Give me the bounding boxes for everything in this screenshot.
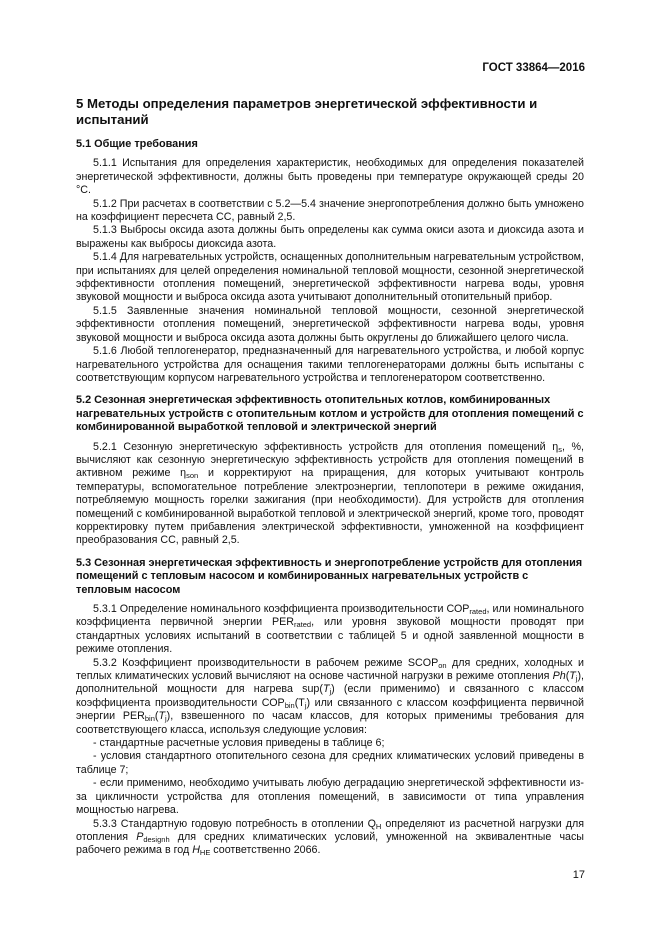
paragraph-5-1-6: 5.1.6 Любой теплогенератор, предназначенный для нагревательного устройства, и любой корпус нагревательного устройства для оснащения такими теплогенераторами должны быть испытаны с соответствующим корпусом нагревательного устройства и теплогенератором соответственно. [76, 345, 584, 384]
paragraph-5-1-4: 5.1.4 Для нагревательных устройств, оснащенных дополнительным нагревательным устройством, при испытаниях для целей определения номинальной тепловой мощности, сезонной энергетической эффективности отопления помещений, энергетической эффективности нагрева воды, уровня звуковой мощности и выброса оксида азота учитывают дополнительный отопительный прибор. [76, 251, 584, 304]
paragraph-5-3-3: 5.3.3 Стандартную годовую потребность в отоплении $Q_H$ определяют из расчетной нагрузки для отопления $P_{designh}$ для средних климатических условий, умноженной на эквивалентные часы рабочего режима в год $H_{HE}$ соответственно 2066. [76, 817, 584, 858]
paragraph-5-3-2: 5.3.2 Коэффициент производительности в рабочем режиме $SCOP_{on}$ для средних, холодных и теплых климатических условий вычисляют на основе частичной нагрузки в режиме отопления $Ph(T_j)$, дополнительной мощности для нагрева $sup(T_j)$ (если применимо) и связанного с классом коэффициента производительности $СОР_{bin}(T_j)$ или связанного с классом коэффициента первичной энергии $PER_{bin}(T_j)$, взвешенного по часам классов, для которых применимы требования для соответствующего класса, используя следующие условия: [76, 656, 585, 736]
subsection-5-3-title: 5.3 Сезонная энергетическая эффективность и энергопотребление устройств для отопления помещений с тепловым насосом и комбинированных нагревательных устройств с тепловым насосом [76, 556, 583, 596]
subsection-5-1-title: 5.1 Общие требования [76, 138, 198, 150]
section-title: 5 Методы определения параметров энергетической эффективности и испытаний [76, 96, 538, 127]
conditions-list [76, 737, 584, 817]
list-item: - условия стандартного отопительного сезона для средних климатических условий приведены в таблице 7; [76, 750, 584, 776]
paragraph-5-1-3: 5.1.3 Выбросы оксида азота должны быть определены как сумма окиси азота и диоксида азота и выражены как выбросы диоксида азота. [76, 224, 584, 250]
list-item: - если применимо, необходимо учитывать любую деградацию энергетической эффективности из-за цикличности устройства для отопления помещений, в зависимости от типа управления мощностью нагрева. [76, 777, 584, 817]
paragraph-5-1-2: 5.1.2 При расчетах в соответствии с 5.2—5.4 значение энергопотребления должно быть умножено на коэффициент пересчета СС, равный 2,5. [76, 197, 584, 224]
standard-number: ГОСТ 33864—2016 [482, 62, 585, 74]
paragraph-5-1-5: 5.1.5 Заявленные значения номинальной тепловой мощности, сезонной энергетической эффективности отопления помещений, энергетической эффективности нагрева воды, уровня звуковой мощности и выброса оксида азота должны быть округлены до ближайшего целого числа. [76, 304, 584, 344]
paragraph-5-1-1: 5.1.1 Испытания для определения характеристик, необходимых для определения показателей энергетической эффективности, должны быть проведены при температуре окружающей среды 20 °С. [76, 157, 584, 197]
page-number: 17 [572, 869, 585, 881]
list-item: - стандартные расчетные условия приведены в таблице 6; [93, 737, 385, 750]
subsection-5-2-title: 5.2 Сезонная энергетическая эффективность отопительных котлов, комбинированных нагревательных устройств с отопительным котлом и устройств для отопления помещений с комбинированной выработкой тепловой и электрической энергий [76, 394, 584, 434]
paragraph-5-2-1: 5.2.1 Сезонную энергетическую эффективность устройств для отопления помещений $\eta_s$, %, вычисляют как сезонную энергетическую эффективность устройств для отопления помещений в активном режиме $\eta_{son}$ и корректируют на приращения, для которых учитывают контроль температуры, вспомогательное потребление электроэнергии, теплопотери в режиме ожидания, потребляемую мощность горелки зажигания (при необходимости). Для устройств для отопления помещений с комбинированной выработкой тепловой и электрической энергий, кроме того, проводят корректировку путем прибавления электрической эффективности, умноженной на коэффициент преобразования СС, равный 2,5. [76, 440, 585, 547]
page-content [76, 96, 584, 858]
paragraph-5-3-1: 5.3.1 Определение номинального коэффициента производительности $СОР_{rated}$, или номинального коэффициента первичной энергии $PER_{rated}$, или уровня звуковой мощности проводят при стандартных условиях испытаний в соответствии с таблицей 5 и одной заявленной мощности в режиме отопления. [76, 603, 584, 656]
